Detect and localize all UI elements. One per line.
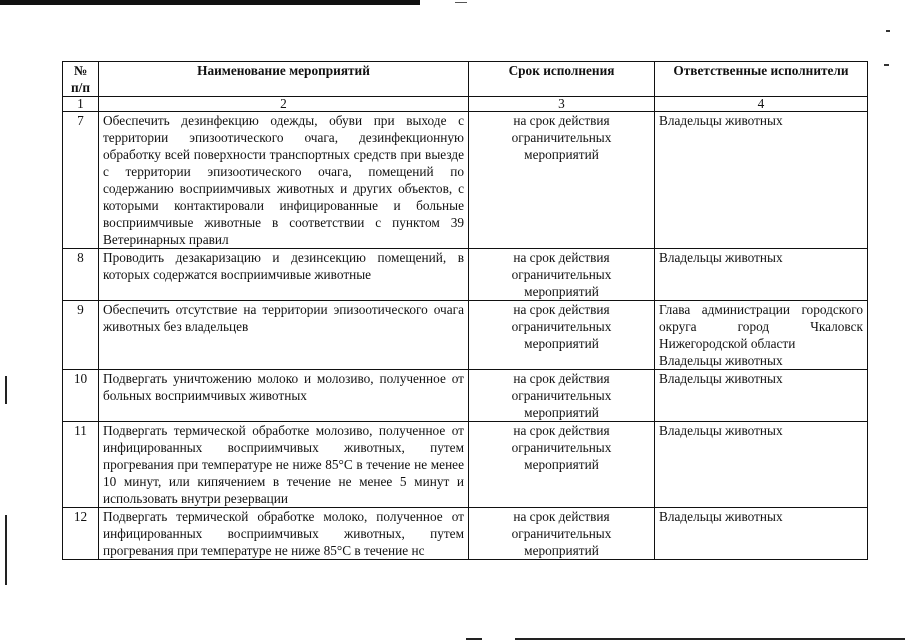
row-term: на срок действия ограничительных мероприятий	[469, 422, 655, 508]
row-number: 12	[63, 508, 99, 560]
row-responsible: Владельцы животных	[655, 249, 868, 301]
scan-artifact-top-small	[455, 2, 467, 3]
row-responsible: Владельцы животных	[655, 422, 868, 508]
table-row	[63, 249, 868, 301]
header-term: Срок исполнения	[469, 62, 655, 97]
scan-artifact-left-1	[5, 376, 7, 404]
scan-artifact-right-2	[884, 64, 889, 66]
table-row	[63, 422, 868, 508]
row-term: на срок действия ограничительных мероприятий	[469, 301, 655, 370]
row-number: 11	[63, 422, 99, 508]
row-number: 8	[63, 249, 99, 301]
table-row	[63, 301, 868, 370]
table-row	[63, 370, 868, 422]
row-responsible: Владельцы животных	[655, 112, 868, 249]
column-number: 3	[469, 97, 655, 112]
row-responsible: Владельцы животных	[655, 370, 868, 422]
row-number: 7	[63, 112, 99, 249]
measures-table	[62, 61, 868, 560]
row-term: на срок действия ограничительных мероприятий	[469, 112, 655, 249]
row-term: на срок действия ограничительных мероприятий	[469, 508, 655, 560]
row-measure: Обеспечить отсутствие на территории эпизоотического очага животных без владельцев	[99, 301, 469, 370]
scan-artifact-left-2	[5, 515, 7, 585]
row-responsible: Владельцы животных	[655, 508, 868, 560]
row-number: 10	[63, 370, 99, 422]
column-number-row	[63, 97, 868, 112]
row-measure: Подвергать термической обработке молозиво, полученное от инфицированных восприимчивых животных, путем прогревания при температуре не ниже 85°С в течение не менее 10 минут, или кипячением в течение не менее 5 минут и использовать внутри резервации	[99, 422, 469, 508]
scan-artifact-right-1	[886, 30, 890, 32]
row-measure: Обеспечить дезинфекцию одежды, обуви при выходе с территории эпизоотического очага, дезинфекционную обработку всей поверхности транспортных средств при выезде с территории эпизоотического очага, помещений по содержанию восприимчивых животных и других объектов, с которыми контактировали инфицированные и больные восприимчивые животные в соответствии с пунктом 39 Ветеринарных правил	[99, 112, 469, 249]
responsible-owners: Владельцы животных	[659, 353, 783, 368]
row-term: на срок действия ограничительных мероприятий	[469, 249, 655, 301]
scan-artifact-top	[0, 0, 420, 5]
column-number: 4	[655, 97, 868, 112]
responsible-head-of-administration: Глава администрации городского округа город Чкаловск Нижегородской области	[659, 302, 863, 351]
row-measure: Подвергать уничтожению молоко и молозиво, полученное от больных восприимчивых животных	[99, 370, 469, 422]
row-number: 9	[63, 301, 99, 370]
table-header-row	[63, 62, 868, 97]
header-name: Наименование мероприятий	[99, 62, 469, 97]
table-row	[63, 508, 868, 560]
row-measure: Проводить дезакаризацию и дезинсекцию помещений, в которых содержатся восприимчивые животные	[99, 249, 469, 301]
header-responsible: Ответственные исполнители	[655, 62, 868, 97]
column-number: 2	[99, 97, 469, 112]
row-measure: Подвергать термической обработке молоко, полученное от инфицированных восприимчивых животных, путем прогревания при температуре не ниже 85°С в течение нс	[99, 508, 469, 560]
header-num: № п/п	[63, 62, 99, 97]
row-term: на срок действия ограничительных мероприятий	[469, 370, 655, 422]
row-responsible	[655, 301, 868, 370]
column-number: 1	[63, 97, 99, 112]
table-row	[63, 112, 868, 249]
